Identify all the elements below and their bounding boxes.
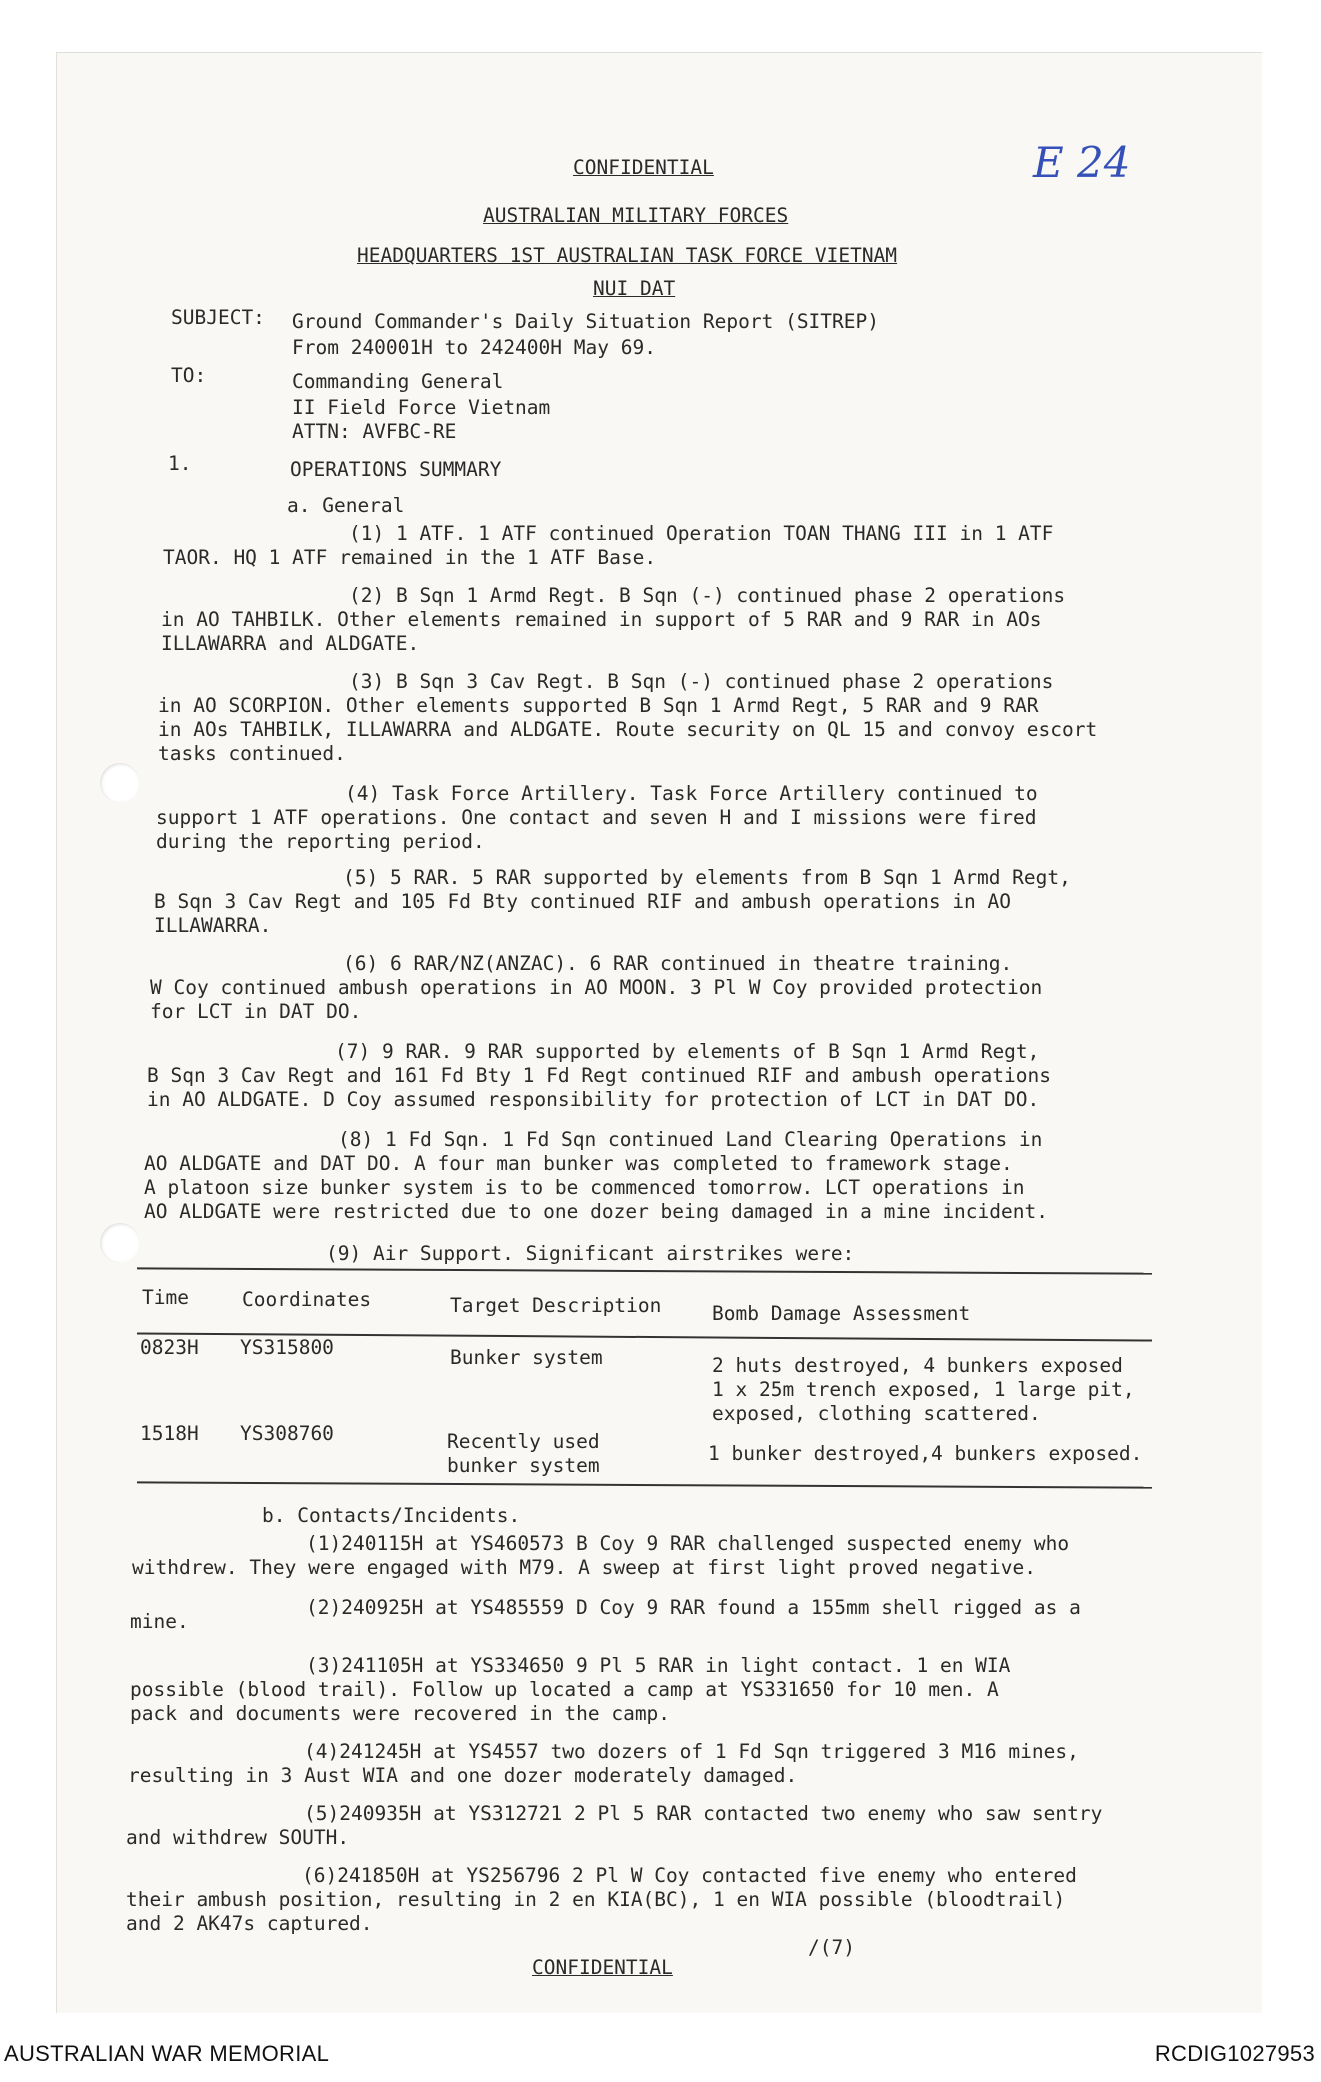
row-1-time: 0823H [140, 1336, 199, 1359]
punch-hole-top [100, 763, 140, 803]
row-1-target: Bunker system [450, 1346, 603, 1369]
para-6-line-3: for LCT in DAT DO. [150, 1000, 362, 1023]
para-3-line-4: tasks continued. [158, 742, 346, 765]
para-1-line-1: (1) 1 ATF. 1 ATF continued Operation TOAN THANG III in 1 ATF [349, 522, 1054, 545]
archive-reference: RCDIG1027953 [1154, 2041, 1315, 2066]
contact-6-line-1: (6)241850H at YS256796 2 Pl W Coy contacted five enemy who entered [302, 1864, 1077, 1887]
para-1-line-2: TAOR. HQ 1 ATF remained in the 1 ATF Base. [163, 546, 657, 569]
org-title: AUSTRALIAN MILITARY FORCES [483, 204, 789, 227]
to-line-2: II Field Force Vietnam [292, 396, 551, 419]
para-8-line-3: A platoon size bunker system is to be commenced tomorrow. LCT operations in [144, 1176, 1025, 1199]
row-1-bda-line-1: 2 huts destroyed, 4 bunkers exposed [712, 1354, 1123, 1377]
to-line-3: ATTN: AVFBC-RE [292, 420, 457, 443]
page-number: /(7) [808, 1936, 855, 1959]
table-header-coordinates: Coordinates [242, 1288, 372, 1311]
contact-3-line-1: (3)241105H at YS334650 9 Pl 5 RAR in light contact. 1 en WIA [306, 1654, 1011, 1677]
para-9-line-1: (9) Air Support. Significant airstrikes were: [326, 1242, 855, 1265]
row-2-target-line-2: bunker system [447, 1454, 600, 1477]
subject-line-2: From 240001H to 242400H May 69. [292, 336, 656, 359]
row-2-coordinates: YS308760 [240, 1422, 334, 1445]
contact-1-line-2: withdrew. They were engaged with M79. A sweep at first light proved negative. [132, 1556, 1036, 1579]
para-8-line-1: (8) 1 Fd Sqn. 1 Fd Sqn continued Land Clearing Operations in [338, 1128, 1043, 1151]
subject-label: SUBJECT: [171, 306, 265, 329]
para-5-line-1: (5) 5 RAR. 5 RAR supported by elements from B Sqn 1 Armd Regt, [343, 866, 1071, 889]
row-1-coordinates: YS315800 [240, 1336, 334, 1359]
to-line-1: Commanding General [292, 370, 504, 393]
para-4-line-3: during the reporting period. [156, 830, 485, 853]
row-2-target-line-1: Recently used [447, 1430, 600, 1453]
para-4-line-2: support 1 ATF operations. One contact and seven H and I missions were fired [156, 806, 1037, 829]
para-4-line-1: (4) Task Force Artillery. Task Force Artillery continued to [345, 782, 1038, 805]
contact-2-line-1: (2)240925H at YS485559 D Coy 9 RAR found a 155mm shell rigged as a [306, 1596, 1081, 1619]
punch-hole-bottom [100, 1223, 140, 1263]
contact-3-line-2: possible (blood trail). Follow up located a camp at YS331650 for 10 men. A [130, 1678, 999, 1701]
classification-footer: CONFIDENTIAL [532, 1956, 673, 1979]
para-3-line-2: in AO SCORPION. Other elements supported B Sqn 1 Armd Regt, 5 RAR and 9 RAR [158, 694, 1039, 717]
section-title: OPERATIONS SUMMARY [290, 458, 502, 481]
table-header-bda: Bomb Damage Assessment [712, 1302, 971, 1325]
para-2-line-1: (2) B Sqn 1 Armd Regt. B Sqn (-) continued phase 2 operations [349, 584, 1066, 607]
para-5-line-3: ILLAWARRA. [154, 914, 272, 937]
para-8-line-4: AO ALDGATE were restricted due to one dozer being damaged in a mine incident. [144, 1200, 1048, 1223]
table-header-target: Target Description [450, 1294, 662, 1317]
row-2-bda-line-1: 1 bunker destroyed,4 bunkers exposed. [708, 1442, 1143, 1465]
para-6-line-2: W Coy continued ambush operations in AO MOON. 3 Pl W Coy provided protection [150, 976, 1043, 999]
contact-5-line-2: and withdrew SOUTH. [126, 1826, 350, 1849]
subsection-contacts: b. Contacts/Incidents. [262, 1504, 521, 1527]
contact-5-line-1: (5)240935H at YS312721 2 Pl 5 RAR contacted two enemy who saw sentry [304, 1802, 1103, 1825]
para-5-line-2: B Sqn 3 Cav Regt and 105 Fd Bty continued RIF and ambush operations in AO [154, 890, 1012, 913]
row-1-bda-line-3: exposed, clothing scattered. [712, 1402, 1041, 1425]
para-6-line-1: (6) 6 RAR/NZ(ANZAC). 6 RAR continued in theatre training. [343, 952, 1013, 975]
para-7-line-3: in AO ALDGATE. D Coy assumed responsibility for protection of LCT in DAT DO. [147, 1088, 1040, 1111]
archive-credit: AUSTRALIAN WAR MEMORIAL [4, 2041, 330, 2066]
hq-title: HEADQUARTERS 1ST AUSTRALIAN TASK FORCE VIETNAM [357, 244, 898, 267]
handwritten-annotation: E 24 [1033, 138, 1131, 187]
contact-6-line-2: their ambush position, resulting in 2 en KIA(BC), 1 en WIA possible (bloodtrail) [126, 1888, 1066, 1911]
para-2-line-3: ILLAWARRA and ALDGATE. [161, 632, 420, 655]
row-2-time: 1518H [140, 1422, 199, 1445]
subject-line-1: Ground Commander's Daily Situation Report (SITREP) [292, 310, 879, 333]
para-3-line-3: in AOs TAHBILK, ILLAWARRA and ALDGATE. Route security on QL 15 and convoy escort [158, 718, 1098, 741]
para-7-line-1: (7) 9 RAR. 9 RAR supported by elements of B Sqn 1 Armd Regt, [335, 1040, 1040, 1063]
para-8-line-2: AO ALDGATE and DAT DO. A four man bunker was completed to framework stage. [144, 1152, 1013, 1175]
table-header-time: Time [142, 1286, 189, 1309]
contact-1-line-1: (1)240115H at YS460573 B Coy 9 RAR challenged suspected enemy who [306, 1532, 1070, 1555]
para-7-line-2: B Sqn 3 Cav Regt and 161 Fd Bty 1 Fd Regt continued RIF and ambush operations [147, 1064, 1051, 1087]
classification-header: CONFIDENTIAL [573, 156, 714, 179]
contact-6-line-3: and 2 AK47s captured. [126, 1912, 373, 1935]
contact-2-line-2: mine. [130, 1610, 189, 1633]
para-2-line-2: in AO TAHBILK. Other elements remained in support of 5 RAR and 9 RAR in AOs [161, 608, 1042, 631]
to-label: TO: [171, 364, 207, 387]
para-3-line-1: (3) B Sqn 3 Cav Regt. B Sqn (-) continued phase 2 operations [349, 670, 1054, 693]
location-title: NUI DAT [593, 277, 676, 300]
section-number: 1. [168, 452, 192, 475]
row-1-bda-line-2: 1 x 25m trench exposed, 1 large pit, [712, 1378, 1135, 1401]
contact-3-line-3: pack and documents were recovered in the camp. [130, 1702, 671, 1725]
contact-4-line-2: resulting in 3 Aust WIA and one dozer moderately damaged. [128, 1764, 798, 1787]
contact-4-line-1: (4)241245H at YS4557 two dozers of 1 Fd Sqn triggered 3 M16 mines, [304, 1740, 1079, 1763]
subsection-general: a. General [287, 494, 405, 517]
